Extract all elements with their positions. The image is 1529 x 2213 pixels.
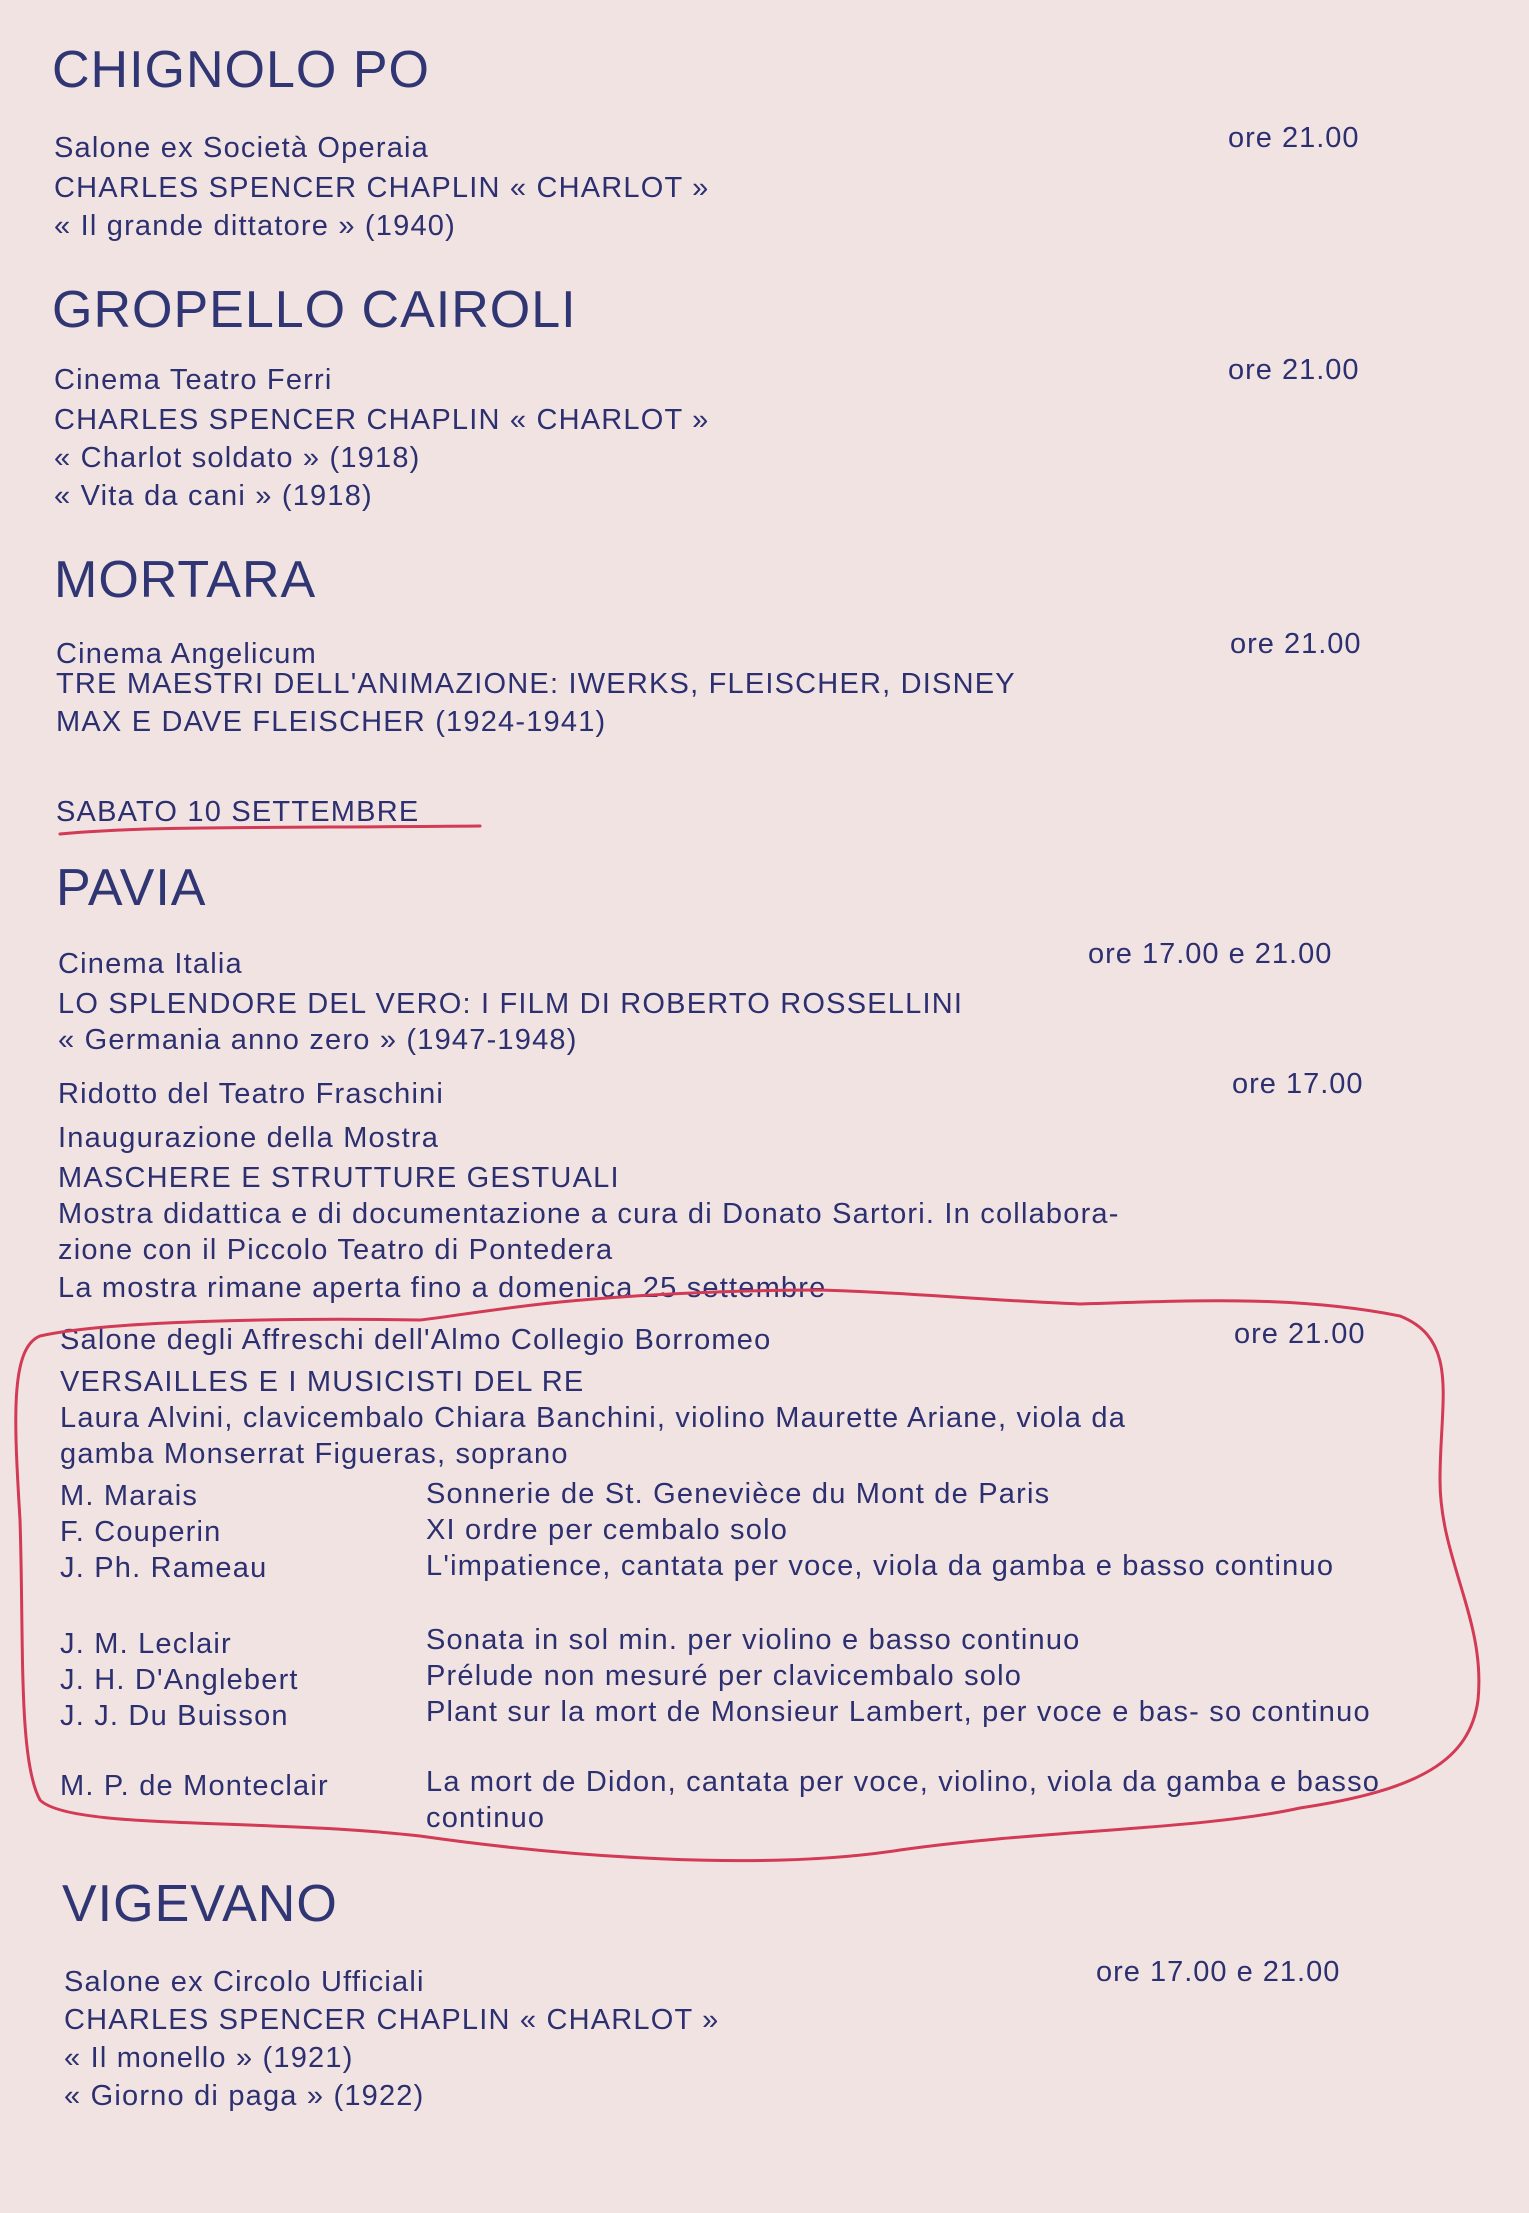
line-gropello-3: « Vita da cani » (1918) bbox=[54, 480, 373, 512]
city-heading-vigevano: VIGEVANO bbox=[62, 1875, 338, 1933]
line-vigevano-1: CHARLES SPENCER CHAPLIN « CHARLOT » bbox=[64, 2004, 720, 2036]
venue-pavia-cinema-italia: Cinema Italia bbox=[58, 948, 243, 980]
venue-pavia-borromeo: Salone degli Affreschi dell'Almo Collegio Borromeo bbox=[60, 1324, 772, 1356]
line-mortara-2: MAX E DAVE FLEISCHER (1924-1941) bbox=[56, 706, 607, 738]
concert-performers-2: gamba Monserrat Figueras, soprano bbox=[60, 1438, 569, 1470]
line-gropello-1: CHARLES SPENCER CHAPLIN « CHARLOT » bbox=[54, 404, 710, 436]
venue-vigevano: Salone ex Circolo Ufficiali bbox=[64, 1966, 425, 1998]
line-pavia-mostra-4: zione con il Piccolo Teatro di Pontedera bbox=[58, 1234, 614, 1266]
program-piece: Plant sur la mort de Monsieur Lambert, per voce e bas- so continuo bbox=[426, 1696, 1371, 1728]
line-pavia-mostra-3: Mostra didattica e di documentazione a cura di Donato Sartori. In collabora- bbox=[58, 1198, 1120, 1230]
program-composer: J. H. D'Anglebert bbox=[60, 1664, 299, 1696]
line-pavia-mostra-5: La mostra rimane aperta fino a domenica 25 settembre bbox=[58, 1272, 827, 1304]
venue-chignolo: Salone ex Società Operaia bbox=[54, 132, 429, 164]
program-piece: La mort de Didon, cantata per voce, violino, viola da gamba e basso continuo bbox=[426, 1766, 1381, 1834]
time-vigevano: ore 17.00 e 21.00 bbox=[1096, 1956, 1341, 1988]
program-composer: M. Marais bbox=[60, 1480, 199, 1512]
city-heading-gropello: GROPELLO CAIROLI bbox=[52, 281, 577, 339]
line-vigevano-2: « Il monello » (1921) bbox=[64, 2042, 354, 2074]
concert-title: VERSAILLES E I MUSICISTI DEL RE bbox=[60, 1366, 585, 1398]
time-pavia-fraschini: ore 17.00 bbox=[1232, 1068, 1364, 1100]
program-piece: XI ordre per cembalo solo bbox=[426, 1514, 789, 1546]
venue-pavia-fraschini: Ridotto del Teatro Fraschini bbox=[58, 1078, 445, 1110]
program-piece: Sonata in sol min. per violino e basso continuo bbox=[426, 1624, 1081, 1656]
line-chignolo-1: CHARLES SPENCER CHAPLIN « CHARLOT » bbox=[54, 172, 710, 204]
line-chignolo-2: « Il grande dittatore » (1940) bbox=[54, 210, 456, 242]
time-gropello: ore 21.00 bbox=[1228, 354, 1360, 386]
program-piece: Prélude non mesuré per clavicembalo solo bbox=[426, 1660, 1023, 1692]
line-pavia-mostra-1: Inaugurazione della Mostra bbox=[58, 1122, 440, 1154]
program-composer: J. Ph. Rameau bbox=[60, 1552, 268, 1584]
line-pavia-rossellini-1: LO SPLENDORE DEL VERO: I FILM DI ROBERTO ROSSELLINI bbox=[58, 988, 964, 1020]
concert-performers-1: Laura Alvini, clavicembalo Chiara Banchini, violino Maurette Ariane, viola da bbox=[60, 1402, 1127, 1434]
line-pavia-mostra-2: MASCHERE E STRUTTURE GESTUALI bbox=[58, 1162, 620, 1194]
program-composer: M. P. de Monteclair bbox=[60, 1770, 329, 1802]
time-pavia-borromeo: ore 21.00 bbox=[1234, 1318, 1366, 1350]
city-heading-mortara: MORTARA bbox=[54, 551, 317, 609]
time-mortara: ore 21.00 bbox=[1230, 628, 1362, 660]
line-pavia-rossellini-2: « Germania anno zero » (1947-1948) bbox=[58, 1024, 578, 1056]
city-heading-pavia: PAVIA bbox=[56, 859, 207, 917]
time-chignolo: ore 21.00 bbox=[1228, 122, 1360, 154]
date-heading: SABATO 10 SETTEMBRE bbox=[56, 796, 420, 828]
venue-gropello: Cinema Teatro Ferri bbox=[54, 364, 333, 396]
program-piece: L'impatience, cantata per voce, viola da gamba e basso continuo bbox=[426, 1550, 1335, 1582]
program-composer: J. M. Leclair bbox=[60, 1628, 232, 1660]
time-pavia-cinema-italia: ore 17.00 e 21.00 bbox=[1088, 938, 1333, 970]
line-gropello-2: « Charlot soldato » (1918) bbox=[54, 442, 421, 474]
line-vigevano-3: « Giorno di paga » (1922) bbox=[64, 2080, 425, 2112]
program-composer: J. J. Du Buisson bbox=[60, 1700, 289, 1732]
venue-mortara: Cinema Angelicum bbox=[56, 638, 317, 670]
program-piece: Sonnerie de St. Genevièce du Mont de Paris bbox=[426, 1478, 1051, 1510]
program-composer: F. Couperin bbox=[60, 1516, 222, 1548]
city-heading-chignolo: CHIGNOLO PO bbox=[52, 41, 430, 99]
line-mortara-1: TRE MAESTRI DELL'ANIMAZIONE: IWERKS, FLEISCHER, DISNEY bbox=[56, 668, 1016, 700]
